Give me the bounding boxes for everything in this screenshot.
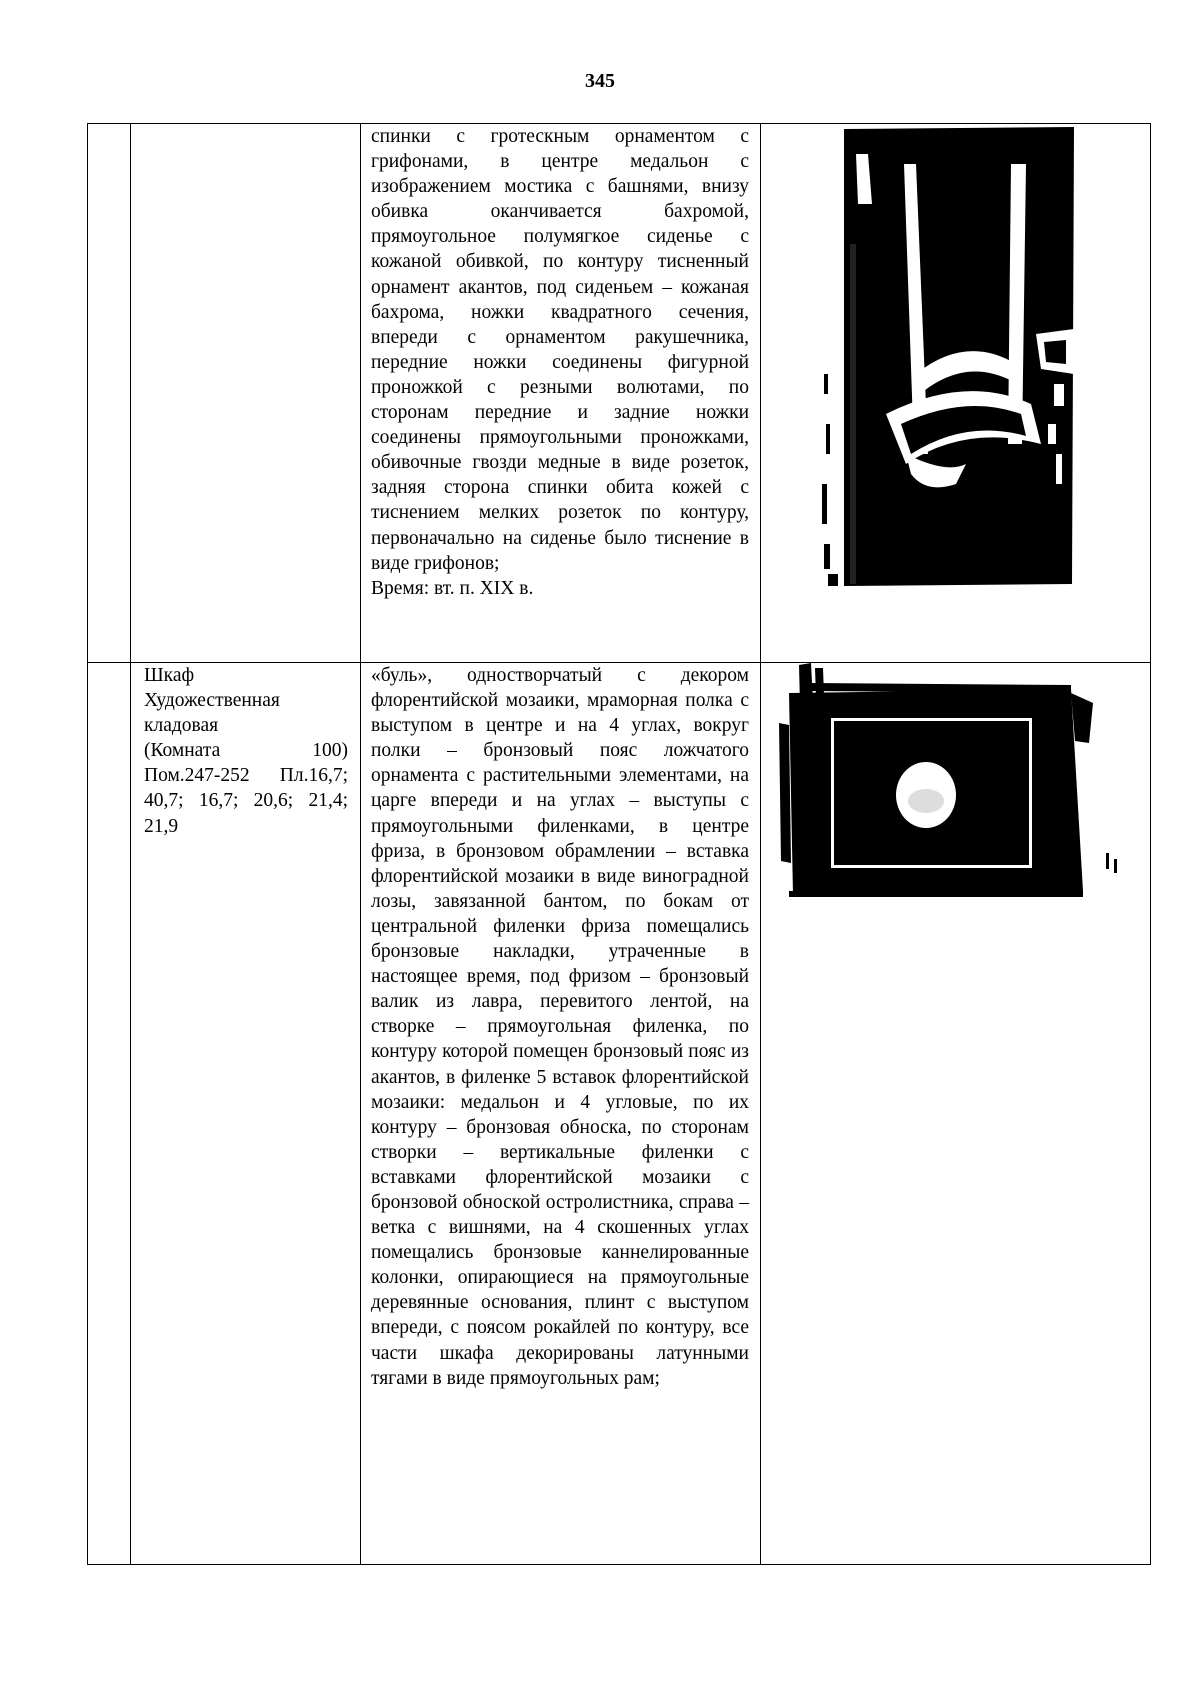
name-cell [131, 663, 361, 1565]
item-name-line: 40,7; 16,7; 20,6; 21,4; [144, 790, 348, 812]
item-time: Время: вт. п. XIX в. [371, 577, 534, 599]
item-name-line: Шкаф [144, 665, 195, 686]
number-cell [88, 663, 131, 1565]
item-name-line: Пом.247-252 Пл.16,7; [144, 765, 348, 787]
inventory-table [87, 123, 1151, 1565]
item-name-line: (Комната 100) [144, 740, 348, 762]
description-cell [361, 124, 761, 663]
table-row [88, 124, 1151, 663]
photo-cell [761, 663, 1151, 1565]
name-cell [131, 124, 361, 663]
photo-cell [761, 124, 1151, 663]
item-name-line: 21,9 [144, 815, 179, 837]
page-number: 345 [585, 70, 615, 92]
chair-photo [761, 124, 1150, 662]
cabinet-photo [761, 663, 1150, 1564]
table-row [88, 663, 1151, 1565]
number-cell [88, 124, 131, 663]
description-cell [361, 663, 761, 1565]
item-description: «буль», одностворчатый с декором флорентийской мозаики, мраморная полка с выступом в центре и на 4 углах, вокруг полки – бронзовый пояс ложчатого орнамента с растительными элементами, на царге впереди и на углах – выступы с прямоугольными филенками, в центре фриза, в бронзовом обрамлении – вставка флорентийской мозаики в виде виноградной лозы, завязанной бантом, по бокам от центральной филенки фриза помещались бронзовые накладки, утраченные в настоящее время, под фризом – бронзовый валик из лавра, перевитого лентой, на створке – прямоугольная филенка, по контуру которой помещен бронзовый пояс из акантов, в филенке 5 вставок флорентийской мозаики: медальон и 4 угловые, по их контуру – бронзовая обноска, по сторонам створки – вертикальные филенки с вставками флорентийской мозаики с бронзовой обноской остролистника, справа – ветка с вишнями, на 4 скошенных углах помещались бронзовые каннелированные колонки, опирающиеся на прямоугольные деревянные основания, плинт с выступом впереди, с поясом рокайлей по контуру, все части шкафа декорированы латунными тягами в виде прямоугольных рам; [371, 665, 749, 1389]
item-name [131, 663, 360, 839]
item-description: спинки с гротескным орнаментом с грифонами, в центре медальон с изображением мостика с башнями, внизу обивка оканчивается бахромой, прямоугольное полумягкое сиденье с кожаной обивкой, по контуру тисненный орнамент акантов, под сиденьем – кожаная бахрома, ножки квадратного сечения, впереди с орнаментом ракушечника, передние ножки соединены фигурной проножкой с резными волютами, по сторонам передние и задние ножки соединены прямоугольными проножками, обивочные гвозди медные в виде розеток, задняя сторона спинки обита кожей с тиснением мелких розеток по контуру, первоначально на сиденье было тиснение в виде грифонов; [371, 126, 749, 574]
item-name-line: Художественная [144, 690, 280, 712]
item-name-line: кладовая [144, 715, 219, 737]
